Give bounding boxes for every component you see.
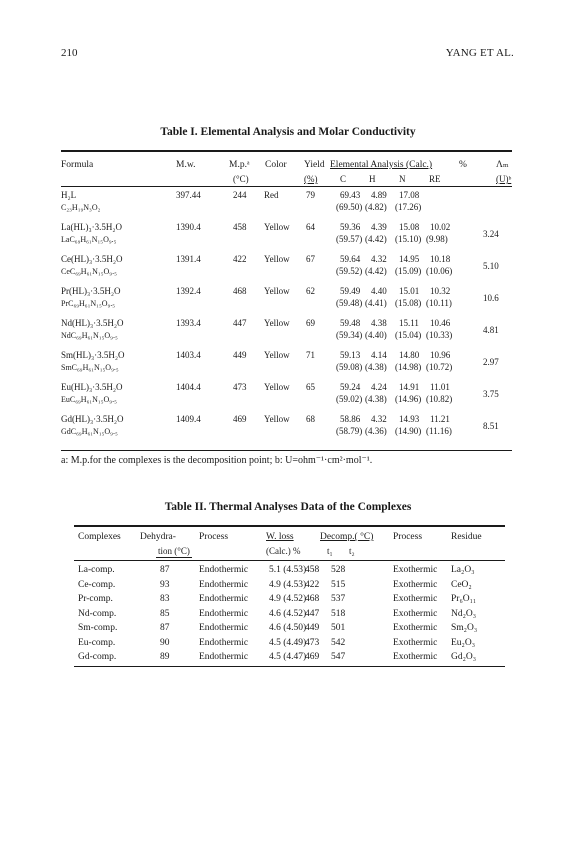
table1-cell-re-calc: (11.16) xyxy=(426,426,452,436)
table2-cell-t2: 515 xyxy=(331,579,346,590)
table1-cell-mw: 1392.4 xyxy=(176,286,201,296)
table1-cell-re: 11.01 xyxy=(430,382,450,392)
table1-cell-mw: 1409.4 xyxy=(176,414,201,424)
col-n: N xyxy=(399,174,406,184)
col-am-unit: (U)ᵇ xyxy=(496,174,512,184)
table1-cell-color: Yellow xyxy=(264,350,290,360)
table2-cell-wloss: 4.5 (4.49) xyxy=(269,637,307,648)
table1-cell-formula-top: La(HL)₃·3.5H₂O xyxy=(61,222,123,232)
table1-cell-h: 4.24 xyxy=(371,382,387,392)
table1-cell-n-calc: (15.04) xyxy=(395,330,422,340)
table2-cell-t2: 537 xyxy=(331,594,346,604)
table2-header-rule xyxy=(74,560,505,561)
table2-cell-t2: 528 xyxy=(331,565,346,575)
table1-caption: Table I. Elemental Analysis and Molar Conductivity xyxy=(160,126,416,138)
table2-cell-wloss: 4.5 (4.47) xyxy=(269,652,307,662)
table2-cell-wloss: 4.6 (4.50) xyxy=(269,623,307,633)
table2-cell-dehyd: 93 xyxy=(160,579,170,590)
table1-cell-re-calc: (10.33) xyxy=(426,330,453,340)
table2-cell-process: Endothermic xyxy=(199,579,249,590)
table2-cell-t2: 542 xyxy=(331,637,346,648)
table1-cell-mw: 1390.4 xyxy=(176,222,201,232)
table1-cell-formula-top: Pr(HL)₃·3.5H₂O xyxy=(61,286,121,296)
table2-bottom-rule xyxy=(74,666,505,667)
table1-bottom-rule xyxy=(61,450,512,451)
table2-cell-process2: Exothermic xyxy=(393,637,438,648)
table1-cell-c-calc: (59.48) xyxy=(336,298,363,308)
table1-cell-yield: 68 xyxy=(306,414,315,424)
col-process2: Process xyxy=(393,532,423,542)
table1-cell-h-calc: (4.42) xyxy=(365,266,387,276)
col-color: Color xyxy=(265,160,287,170)
col-process: Process xyxy=(199,532,229,542)
table2-cell-process2: Exothermic xyxy=(393,623,438,633)
table1-cell-am: 2.97 xyxy=(483,357,499,367)
table1-cell-c-calc: (59.52) xyxy=(336,266,363,276)
col-dehydra: Dehydra- xyxy=(140,532,176,542)
table2-cell-complex: Gd-comp. xyxy=(78,652,117,662)
table1-cell-h: 4.14 xyxy=(371,350,387,360)
table2-cell-residue: Sm₂O₃ xyxy=(451,623,478,633)
table1-cell-color: Yellow xyxy=(264,318,290,328)
table1-cell-h-calc: (4.38) xyxy=(365,394,387,404)
table1-header-rule xyxy=(61,186,512,187)
table2-caption: Table II. Thermal Analyses Data of the Complexes xyxy=(164,501,412,513)
table2-cell-dehyd: 83 xyxy=(160,594,170,604)
table1-cell-n-calc: (15.09) xyxy=(395,266,422,276)
col-am: Λₘ xyxy=(496,160,509,170)
table1-cell-n: 14.80 xyxy=(399,350,420,360)
table2-cell-dehyd: 90 xyxy=(160,637,170,648)
table1-cell-c: 58.86 xyxy=(340,414,361,424)
table1-cell-color: Yellow xyxy=(264,414,290,424)
table2-cell-process2: Exothermic xyxy=(393,594,438,604)
table1-cell-h: 4.32 xyxy=(371,414,387,424)
table1-cell-color: Yellow xyxy=(264,254,290,264)
table2-cell-complex: Pr-comp. xyxy=(78,594,113,604)
table2-cell-process: Endothermic xyxy=(199,623,249,633)
table2-cell-process: Endothermic xyxy=(199,608,249,619)
table1-cell-n: 15.08 xyxy=(399,222,420,232)
table1-cell-n-calc: (15.10) xyxy=(395,234,422,244)
table1-cell-h-calc: (4.82) xyxy=(365,202,387,212)
table1-cell-mw: 397.44 xyxy=(176,190,201,200)
table1-cell-color: Yellow xyxy=(264,382,290,392)
col-mp-unit: (°C) xyxy=(233,174,249,184)
col-wloss: W. loss xyxy=(266,532,294,542)
table1-cell-re: 10.96 xyxy=(430,350,451,360)
table1-cell-c-calc: (59.02) xyxy=(336,394,363,404)
table2-cell-t1: 468 xyxy=(305,594,320,604)
table1-cell-am: 5.10 xyxy=(483,261,499,271)
table2-top-rule xyxy=(74,525,505,527)
table2-cell-t1: 449 xyxy=(305,623,320,633)
table1-cell-re-calc: (10.06) xyxy=(426,266,453,276)
table2-cell-residue: Eu₂O₃ xyxy=(451,637,476,648)
table1-cell-mw: 1391.4 xyxy=(176,254,201,264)
table2-cell-residue: CeO₂ xyxy=(451,579,472,590)
table1-cell-am: 3.75 xyxy=(483,389,499,399)
table1-cell-n: 14.93 xyxy=(399,414,420,424)
table1-cell-yield: 71 xyxy=(306,350,315,360)
table2-cell-complex: Ce-comp. xyxy=(78,579,116,590)
table1-cell-n-calc: (14.96) xyxy=(395,394,422,404)
table2-cell-process: Endothermic xyxy=(199,652,249,662)
table1-cell-n: 17.08 xyxy=(399,190,420,200)
table1-cell-h: 4.32 xyxy=(371,254,387,264)
table1-cell-mp: 447 xyxy=(233,318,247,328)
col-formula: Formula xyxy=(61,160,94,170)
col-mp: M.p.ᵃ xyxy=(229,160,250,170)
table1-cell-n: 14.95 xyxy=(399,254,420,264)
table1-cell-yield: 65 xyxy=(306,382,315,392)
table1-cell-c-calc: (59.08) xyxy=(336,362,363,372)
col-t1: t₁ xyxy=(327,546,333,556)
table1-cell-c: 59.13 xyxy=(340,350,361,360)
table2-cell-residue: Nd₂O₃ xyxy=(451,608,477,619)
table2-cell-wloss: 5.1 (4.53) xyxy=(269,565,307,575)
col-t2: t₂ xyxy=(349,546,355,556)
col-yield-unit: (%) xyxy=(304,174,318,184)
table1-cell-yield: 62 xyxy=(306,286,315,296)
table1-cell-mw: 1403.4 xyxy=(176,350,201,360)
table2-cell-t1: 447 xyxy=(305,608,320,619)
table1-cell-yield: 64 xyxy=(306,222,315,232)
table1-cell-mw: 1393.4 xyxy=(176,318,201,328)
table2-cell-t1: 473 xyxy=(305,637,320,648)
table1-cell-mp: 422 xyxy=(233,254,247,264)
table2-cell-process2: Exothermic xyxy=(393,579,438,590)
table2-cell-t2: 547 xyxy=(331,652,346,662)
table1-cell-n: 14.91 xyxy=(399,382,420,392)
table1-cell-h-calc: (4.40) xyxy=(365,330,387,340)
table1-cell-h-calc: (4.42) xyxy=(365,234,387,244)
table1-cell-mp: 469 xyxy=(233,414,247,424)
table1-cell-h-calc: (4.36) xyxy=(365,426,387,436)
table2-cell-process2: Exothermic xyxy=(393,565,438,575)
table2-cell-t1: 458 xyxy=(305,565,320,575)
table1-cell-h: 4.40 xyxy=(371,286,387,296)
table2-cell-t2: 501 xyxy=(331,623,346,633)
col-elemental: Elemental Analysis (Calc.) xyxy=(330,160,433,170)
table1-cell-am: 8.51 xyxy=(483,421,499,431)
col-dehydra2: tion (°C) xyxy=(158,546,190,556)
table1-cell-h: 4.89 xyxy=(371,190,387,200)
col-decomp: Decomp.( °C) xyxy=(320,532,374,542)
table1-cell-c: 59.49 xyxy=(340,286,361,296)
table1-cell-c-calc: (69.50) xyxy=(336,202,363,212)
table1-cell-yield: 69 xyxy=(306,318,315,328)
table1-cell-c: 59.36 xyxy=(340,222,361,232)
col-mw: M.w. xyxy=(176,160,196,170)
table1-cell-formula-top: Sm(HL)₃·3.5H₂O xyxy=(61,350,125,360)
table1-cell-re-calc: (10.82) xyxy=(426,394,453,404)
table1-cell-re: 10.46 xyxy=(430,318,451,328)
col-complexes: Complexes xyxy=(78,532,121,542)
table1-cell-formula-top: Gd(HL)₃·3.5H₂O xyxy=(61,414,124,424)
table1-cell-formula-bot: PrC₆₉H₆₁N₁₅O₉.₅ xyxy=(61,299,116,308)
col-wloss2: (Calc.) % xyxy=(266,546,301,556)
table1-cell-c: 59.24 xyxy=(340,382,361,392)
table1-cell-n: 15.01 xyxy=(399,286,420,296)
running-head: YANG ET AL. xyxy=(445,47,514,59)
table1-cell-n-calc: (15.08) xyxy=(395,298,422,308)
table2-cell-complex: Eu-comp. xyxy=(78,637,116,648)
table2-cell-residue: La₂O₃ xyxy=(451,565,475,575)
table1-cell-formula-bot: C₂₃H₁₉N₃O₂ xyxy=(61,203,101,212)
table2-cell-process: Endothermic xyxy=(199,565,249,575)
table1-cell-c: 59.48 xyxy=(340,318,361,328)
table2-cell-complex: Nd-comp. xyxy=(78,608,117,619)
table1-cell-mp: 458 xyxy=(233,222,247,232)
table1-cell-mp: 244 xyxy=(233,190,247,200)
table2-cell-wloss: 4.9 (4.53) xyxy=(269,579,307,590)
table1-cell-n: 15.11 xyxy=(399,318,419,328)
col-residue: Residue xyxy=(451,532,482,542)
table1-cell-c-calc: (59.57) xyxy=(336,234,363,244)
table1-cell-yield: 79 xyxy=(306,190,315,200)
table1-cell-formula-bot: NdC₆₉H₆₁N₁₅O₉.₅ xyxy=(61,331,118,340)
table1-cell-mw: 1404.4 xyxy=(176,382,201,392)
table2-cell-process2: Exothermic xyxy=(393,652,438,662)
table1-cell-h: 4.39 xyxy=(371,222,387,232)
table1-cell-re-calc: (9.98) xyxy=(426,234,448,244)
table1-cell-mp: 449 xyxy=(233,350,247,360)
col-yield: Yield xyxy=(304,160,325,170)
table1-cell-mp: 473 xyxy=(233,382,247,392)
table1-cell-formula-bot: GdC₆₉H₆₁N₁₅O₉.₅ xyxy=(61,427,118,436)
table1-cell-c-calc: (59.34) xyxy=(336,330,363,340)
table1-cell-re: 10.02 xyxy=(430,222,451,232)
table2-cell-dehyd: 89 xyxy=(160,652,170,662)
table1-cell-h-calc: (4.38) xyxy=(365,362,387,372)
table1-cell-formula-bot: EuC₆₉H₆₁N₁₅O₉.₅ xyxy=(61,395,117,404)
table2-cell-process2: Exothermic xyxy=(393,608,438,619)
table2-cell-wloss: 4.9 (4.52) xyxy=(269,594,307,604)
table1-cell-am: 4.81 xyxy=(483,325,499,335)
table1-cell-c-calc: (58.79) xyxy=(336,426,363,436)
table1-cell-re-calc: (10.11) xyxy=(426,298,452,308)
table1-cell-h-calc: (4.41) xyxy=(365,298,387,308)
table1-footnote: a: M.p.for the complexes is the decomposition point; b: U=ohm⁻¹·cm²·mol⁻¹. xyxy=(61,455,373,466)
table2-cell-dehyd: 87 xyxy=(160,623,170,633)
table1-cell-color: Yellow xyxy=(264,222,290,232)
table1-cell-formula-bot: CeC₆₉H₆₁N₁₅O₉.₅ xyxy=(61,267,117,276)
table1-cell-n-calc: (14.98) xyxy=(395,362,422,372)
table2-dehydra-rule xyxy=(156,557,192,558)
table1-cell-color: Red xyxy=(264,190,279,200)
table1-cell-formula-top: H₂L xyxy=(61,190,77,200)
table1-cell-color: Yellow xyxy=(264,286,290,296)
table2-cell-complex: La-comp. xyxy=(78,565,115,575)
table2-cell-t1: 422 xyxy=(305,579,320,590)
table2-cell-t2: 518 xyxy=(331,608,346,619)
table1-cell-re-calc: (10.72) xyxy=(426,362,453,372)
table2-cell-residue: Pr₆O₁₁ xyxy=(451,594,477,604)
table2-cell-wloss: 4.6 (4.52) xyxy=(269,608,307,619)
table2-cell-dehyd: 87 xyxy=(160,565,170,575)
table2-cell-t1: 469 xyxy=(305,652,320,662)
table1-cell-yield: 67 xyxy=(306,254,315,264)
table1-cell-re: 11.21 xyxy=(430,414,450,424)
table1-cell-n-calc: (17.26) xyxy=(395,202,422,212)
col-percent: % xyxy=(459,160,467,170)
table1-cell-formula-bot: LaC₆₉H₆₁N₁₅O₉.₅ xyxy=(61,235,117,244)
col-re: RE xyxy=(429,174,441,184)
table1-cell-formula-top: Eu(HL)₃·3.5H₂O xyxy=(61,382,123,392)
col-h: H xyxy=(369,174,376,184)
table1-cell-mp: 468 xyxy=(233,286,247,296)
table1-cell-am: 3.24 xyxy=(483,229,499,239)
table1-cell-n-calc: (14.90) xyxy=(395,426,422,436)
table2-cell-complex: Sm-comp. xyxy=(78,623,118,633)
table2-cell-dehyd: 85 xyxy=(160,608,170,619)
table1-cell-h: 4.38 xyxy=(371,318,387,328)
page-number: 210 xyxy=(61,47,78,59)
col-c: C xyxy=(340,174,347,184)
table1-cell-am: 10.6 xyxy=(483,293,499,303)
table1-top-rule xyxy=(61,150,512,152)
table1-cell-c: 59.64 xyxy=(340,254,361,264)
table1-cell-c: 69.43 xyxy=(340,190,361,200)
table1-cell-formula-bot: SmC₆₉H₆₁N₁₅O₉.₅ xyxy=(61,363,119,372)
table1-cell-formula-top: Nd(HL)₃·3.5H₂O xyxy=(61,318,124,328)
table2-cell-residue: Gd₂O₃ xyxy=(451,652,477,662)
table2-cell-process: Endothermic xyxy=(199,594,249,604)
table1-cell-re: 10.18 xyxy=(430,254,451,264)
table1-cell-re: 10.32 xyxy=(430,286,451,296)
table1-cell-formula-top: Ce(HL)₃·3.5H₂O xyxy=(61,254,123,264)
table2-cell-process: Endothermic xyxy=(199,637,249,648)
